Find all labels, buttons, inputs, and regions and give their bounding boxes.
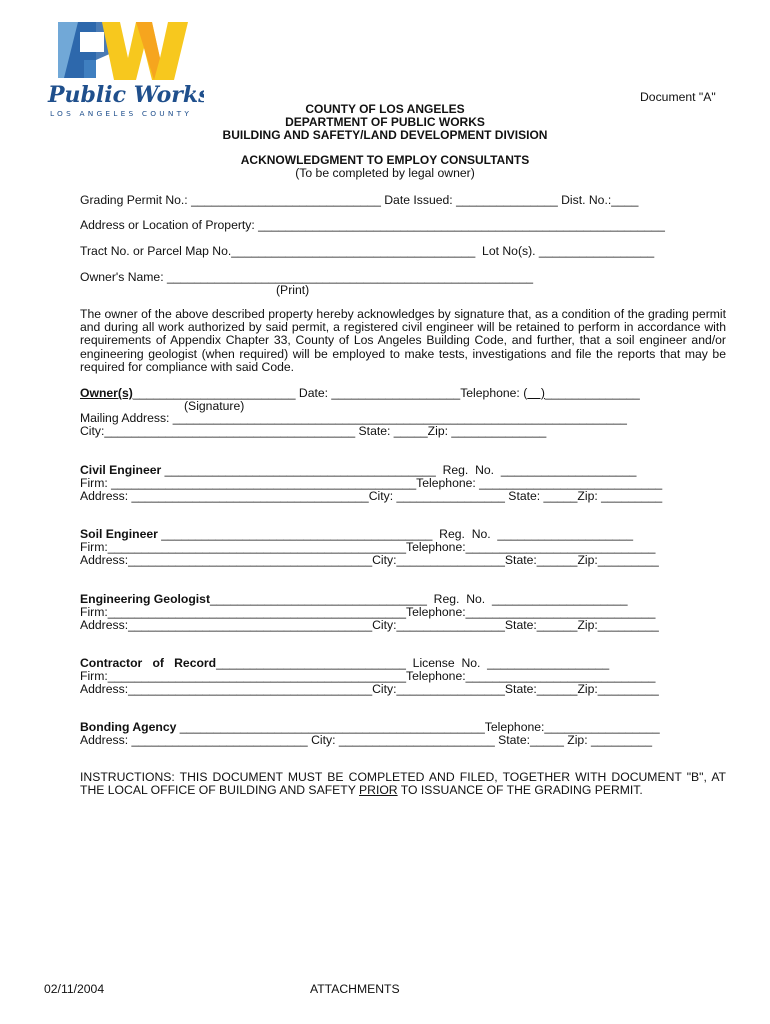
owner-signature-line[interactable]: Owner(s)________________________ Date: ___________________Telephone: ( )______________	[80, 386, 640, 400]
signature-caption: (Signature)	[184, 399, 245, 413]
contractor-label: Contractor of Record	[80, 656, 217, 670]
soil-firm-line[interactable]: Firm:____________________________________________Telephone:____________________________	[80, 540, 656, 554]
civil-address-line[interactable]: Address: ___________________________________City: ________________ State: _____Zip: _________	[80, 489, 663, 503]
bonding-agency-label: Bonding Agency	[80, 720, 177, 734]
footer-attachments: ATTACHMENTS	[310, 982, 400, 996]
address-line[interactable]: Address or Location of Property: ____________________________________________________________	[80, 218, 665, 232]
owner-label: Owner(s)	[80, 386, 133, 400]
form-subtitle: (To be completed by legal owner)	[295, 166, 475, 180]
civil-engineer-line[interactable]: Civil Engineer ________________________________________ Reg. No. ____________________	[80, 463, 637, 477]
form-title: ACKNOWLEDGMENT TO EMPLOY CONSULTANTS	[240, 153, 530, 167]
grading-permit-line[interactable]: Grading Permit No.: ____________________________ Date Issued: _______________ Dist. No.:____	[80, 193, 639, 207]
instructions: INSTRUCTIONS: THIS DOCUMENT MUST BE COMPLETED AND FILED, TOGETHER WITH DOCUMENT "B", AT THE LOCAL OFFICE OF BUILDING AND SAFETY PRIOR TO ISSUANCE OF THE GRADING PERMIT.	[80, 770, 726, 798]
header-county: COUNTY OF LOS ANGELES	[305, 102, 465, 116]
contractor-firm-line[interactable]: Firm:____________________________________________Telephone:____________________________	[80, 669, 656, 683]
tract-line[interactable]: Tract No. or Parcel Map No.____________________________________ Lot No(s). _________________	[80, 244, 655, 258]
bonding-address-line[interactable]: Address: __________________________ City: _______________________ State:_____ Zip: _________	[80, 733, 652, 747]
svg-text:Public Works: Public Works	[48, 82, 204, 108]
soil-address-line[interactable]: Address:____________________________________City:________________State:______Zip:_________	[80, 553, 659, 567]
soil-engineer-label: Soil Engineer	[80, 527, 158, 541]
civil-firm-line[interactable]: Firm: _____________________________________________Telephone: ___________________________	[80, 476, 663, 490]
print-caption: (Print)	[276, 283, 310, 297]
mailing-address-line[interactable]: Mailing Address: ___________________________________________________________________	[80, 411, 627, 425]
footer-date: 02/11/2004	[44, 982, 105, 996]
geologist-address-line[interactable]: Address:____________________________________City:________________State:______Zip:_________	[80, 618, 659, 632]
owner-city-line[interactable]: City:_____________________________________ State: _____Zip: ______________	[80, 424, 547, 438]
geologist-firm-line[interactable]: Firm:____________________________________________Telephone:____________________________	[80, 605, 656, 619]
geologist-line[interactable]: Engineering Geologist________________________________ Reg. No. ____________________	[80, 592, 628, 606]
svg-text:LOS ANGELES COUNTY: LOS ANGELES COUNTY	[50, 109, 193, 118]
header-department: DEPARTMENT OF PUBLIC WORKS	[285, 115, 485, 129]
acknowledgment-statement: The owner of the above described property hereby acknowledges by signature that, as a condition of the grading permit and during all work authorized by said permit, a registered civil engineer will be retained to perform in accordance with requirements of Appendix Chapter 33, County of Los Angeles Building Code, and further, that a soil engineer and/or engineering geologist (when required) will be employed to make tests, investigations and file the reports that may be required for compliance with said Code.	[80, 307, 726, 374]
contractor-line[interactable]: Contractor of Record____________________________ License No. __________________	[80, 656, 610, 670]
geologist-label: Engineering Geologist	[80, 592, 211, 606]
header-division: BUILDING AND SAFETY/LAND DEVELOPMENT DIVISION	[222, 128, 548, 142]
bonding-agency-line[interactable]: Bonding Agency _____________________________________________Telephone:_________________	[80, 720, 660, 734]
prior-emphasis: PRIOR	[359, 783, 398, 798]
civil-engineer-label: Civil Engineer	[80, 463, 162, 477]
document-label: Document "A"	[640, 90, 716, 104]
phone-area-code[interactable]: )	[527, 386, 545, 400]
soil-engineer-line[interactable]: Soil Engineer ________________________________________ Reg. No. ____________________	[80, 527, 633, 541]
owner-name-line[interactable]: Owner's Name: ______________________________________________________	[80, 270, 534, 284]
contractor-address-line[interactable]: Address:____________________________________City:________________State:______Zip:_________	[80, 682, 659, 696]
